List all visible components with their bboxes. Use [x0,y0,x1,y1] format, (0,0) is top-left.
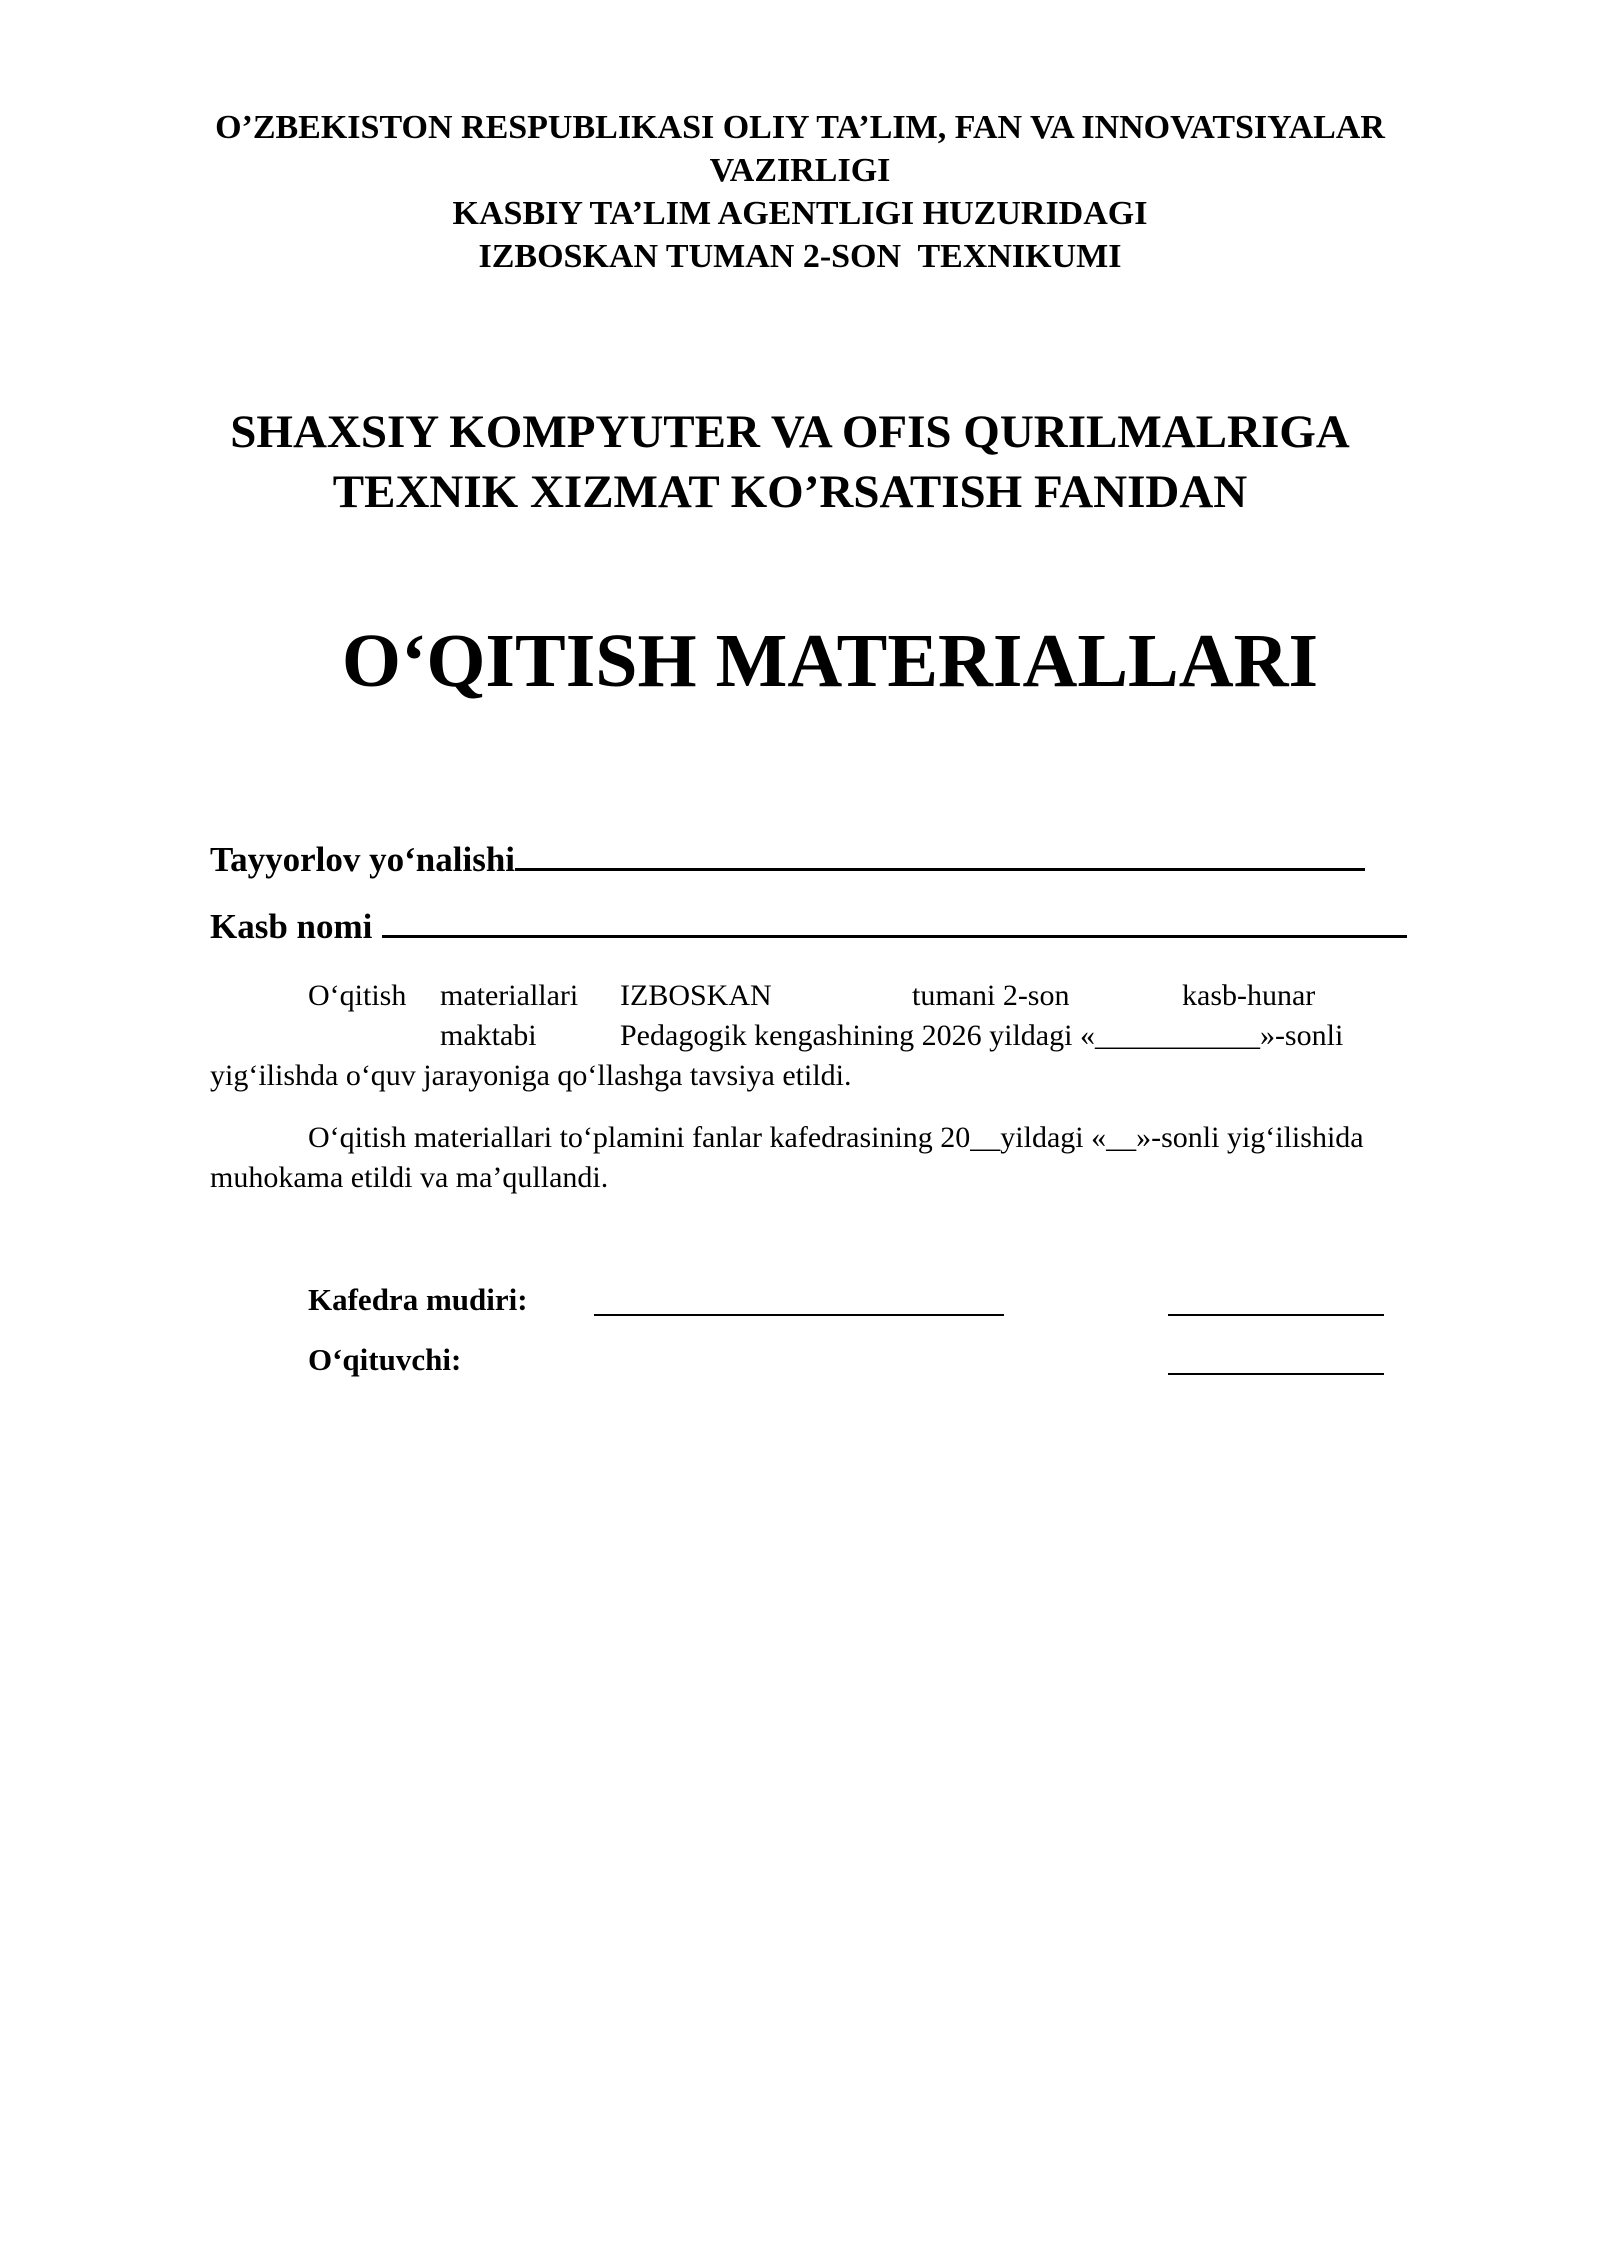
direction-blank-line [515,838,1365,871]
direction-label: Tayyorlov yo‘nalishi [210,840,516,879]
agency-title: KASBIY TA’LIM AGENTLIGI HUZURIDAGI [452,195,1148,232]
profession-label: Kasb nomi [210,907,373,946]
subject-title-line-1: SHAXSIY KOMPYUTER VA OFIS QURILMALRIGA [230,406,1350,458]
paragraph-1-word: maktabi [440,1019,537,1052]
department-head-signature-line [1168,1314,1384,1316]
paragraph-1-word: tumani 2-son [912,979,1070,1012]
paragraph-1-word: IZBOSKAN [620,979,772,1012]
paragraph-2-text: O‘qitish materiallari to‘plamini fanlar kafedrasining 20__yildagi «__»-sonli yig‘ilishida [308,1121,1364,1154]
college-title: IZBOSKAN TUMAN 2-SON TEXNIKUMI [478,238,1122,275]
teacher-signature-line [1168,1373,1384,1375]
department-head-label: Kafedra mudiri: [308,1282,528,1317]
paragraph-1-text: yig‘ilishda o‘quv jarayoniga qo‘llashga tavsiya etildi. [210,1059,852,1092]
paragraph-2-text: muhokama etildi va ma’qullandi. [210,1161,609,1194]
department-head-name-line [594,1314,1004,1316]
profession-blank-line [382,905,1407,938]
ministry-title-line-2: VAZIRLIGI [709,152,891,189]
paragraph-1-word: O‘qitish [308,979,407,1012]
ministry-title-line-1: O’ZBEKISTON RESPUBLIKASI OLIY TA’LIM, FAN VA INNOVATSIYALAR [215,109,1385,146]
paragraph-1-word: kasb-hunar [1182,979,1316,1012]
document-main-title: O‘QITISH MATERIALLARI [341,619,1319,703]
paragraph-1-text: Pedagogik kengashining 2026 yildagi «___________»-sonli [620,1019,1344,1052]
teacher-label: O‘qituvchi: [308,1342,462,1377]
direction-field [210,838,1365,882]
subject-title-line-2: TEXNIK XIZMAT KO’RSATISH FANIDAN [332,466,1248,518]
paragraph-1-word: materiallari [440,979,579,1012]
profession-field [210,905,1407,949]
